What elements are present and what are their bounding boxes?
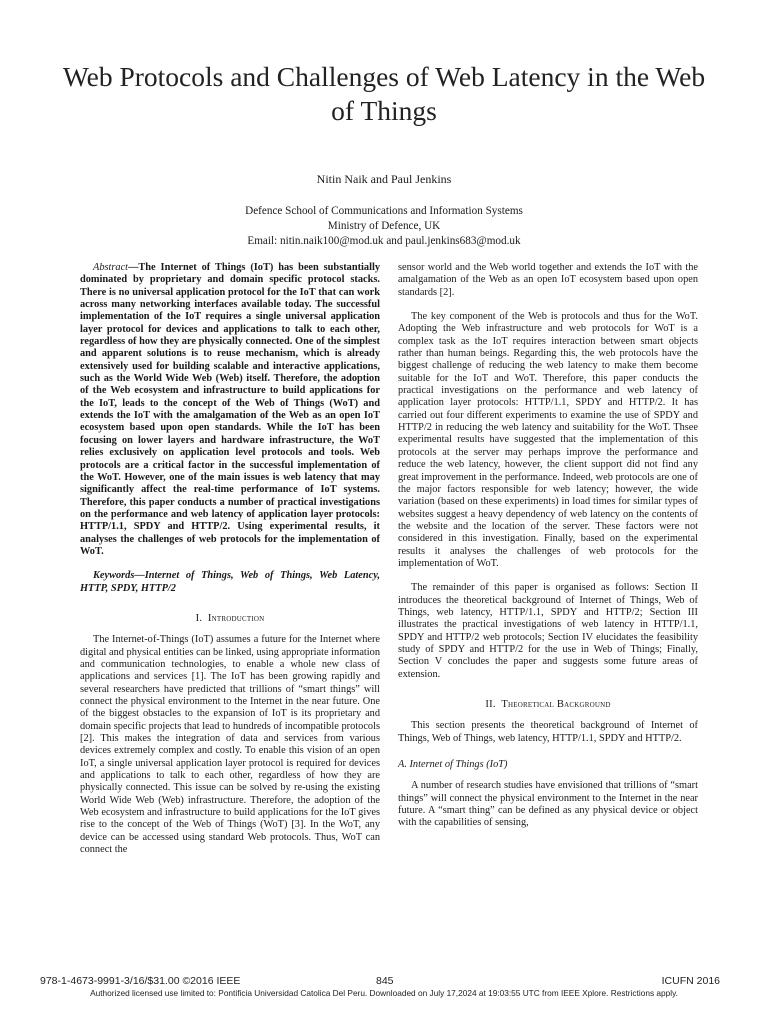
conference-name: ICUFN 2016 [661, 975, 720, 987]
left-column [80, 262, 380, 856]
section-number: I. [195, 612, 203, 624]
page-number: 845 [376, 975, 394, 987]
keywords [80, 570, 380, 595]
abstract-text: —The Internet of Things (IoT) has been substantially dominated by proprietary and domain specific protocol stacks. There is no universal application protocol for the IoT that can work across many networking interfaces available today. The successful implementation of the IoT requires a single universal application layer protocol for devices and applications to talk to each other, regardless of how they are physically connected. One of the simplest and apparent solutions is to reuse mechanism, which is already extensively used for building scalable and interactive applications, such as the World Wide Web (Web) itself. Therefore, the adoption of the Web ecosystem and infrastructure to build applications for the IoT, leads to the concept of the Web of Things (WoT) and extends the IoT with the amalgamation of the Web as an open IoT ecosystem based upon open standards. While the IoT has been focusing on lower layers and hardware infrastructure, the WoT relies exclusively on application level protocols and tools. Web protocols are a critical factor in the successful implementation of the WoT. However, one of the main issues is web latency that may significantly affect the real-time performance of IoT systems. Therefore, this paper conducts a number of practical investigations on the performance and web latency of application layer protocols: HTTP/1.1, SPDY and HTTP/2. Using experimental results, it analyses the challenges of web protocols for the implementation of WoT. [80, 262, 380, 557]
affiliation [0, 204, 768, 249]
affiliation-email: Email: nitin.naik100@mod.uk and paul.jenkins683@mod.uk [247, 235, 521, 247]
affiliation-school: Defence School of Communications and Information Systems [245, 205, 523, 217]
paper-title: Web Protocols and Challenges of Web Latency in the Web of Things [62, 61, 706, 126]
body-paragraph: A number of research studies have envisioned that trillions of “smart things” will connect the physical environment to the Internet in the near future. A “smart thing” can be defined as any physical device or object with the capabilities of sensing, [398, 780, 698, 829]
right-column [398, 262, 698, 830]
keywords-text: —Internet of Things, Web of Things, Web Latency, HTTP, SPDY, HTTP/2 [80, 570, 380, 594]
body-paragraph: sensor world and the Web world together and extends the IoT with the amalgamation of the Web as an open IoT ecosystem based upon open standards [2]. [398, 262, 698, 298]
section-heading-background [398, 699, 698, 711]
section-title: Theoretical Background [501, 699, 611, 710]
section-number: II. [485, 699, 496, 710]
keywords-lead: Keywords [93, 570, 135, 582]
abstract [80, 262, 380, 558]
abstract-lead: Abstract [93, 262, 129, 273]
license-notice: Authorized licensed use limited to: Pontificia Universidad Catolica Del Peru. Downloaded on July 17,2024 at 19:03:55 UTC from IEEE Xplore. Restrictions apply. [90, 988, 678, 998]
isbn-copyright: 978-1-4673-9991-3/16/$31.00 ©2016 IEEE [40, 975, 241, 987]
intro-paragraph: The Internet-of-Things (IoT) assumes a future for the Internet where digital and physical entities can be linked, using appropriate information and communication technologies, to enable a whole new class of applications and services [1]. The IoT has been growing rapidly and several researchers have predicted that trillions of “smart things” will connect the physical environment to the Internet in the near future. One of the biggest obstacles to the expansion of IoT is its proprietary and domain specific projects that lead to hundreds of incompatible protocols [2]. This makes the integration of data and services from various devices extremely complex and costly. To enable this vision of an open IoT, a single universal application layer protocol is required for devices and applications to talk to each other, regardless of how they are physically connected. This issue can be solved by re-using the existing World Wide Web (Web) infrastructure. Therefore, the adoption of the Web ecosystem and infrastructure to build applications for the IoT gives rise to the concept of the Web of Things (WoT) [3]. In the WoT, any device can be accessed using standard Web protocols. Thus, WoT can connect the [80, 634, 380, 856]
section-title: Introduction [207, 612, 265, 624]
body-paragraph: The key component of the Web is protocols and thus for the WoT. Adopting the Web infrastructure and web protocols for WoT is a complex task as the IoT requires interaction between smart objects rather than human beings. Regarding this, the web protocols have the biggest challenge of reducing the web latency to make them become suitable for the IoT and WoT. Therefore, this paper conducts the practical investigations on the performance and web latency of application layer protocols: HTTP/1.1, SPDY and HTTP/2. It has carried out four different experiments to examine the use of SPDY and HTTP/2 in reducing the web latency and suitability for the WoT. Thsee experimental results have suggested that the implementation of this protocols at the server may perhaps improve the performance and reduce the web latency, however, the client support did not find any great improvement in the performance. Indeed, web protocols are one of the major factors responsible for web latency; however, the wide variation (based on these experiments) in load times for similar types of websites suggest a heavy dependency of web latency on the contents of the website and the location of the server. These factors were not considered in this investigation. Finally, based on the experimental results it analyses the challenges of web protocols for the implementation of WoT. [398, 311, 698, 569]
body-paragraph: The remainder of this paper is organised as follows: Section II introduces the theoretical background of Internet of Things, Web of Things, web latency, HTTP/1.1, SPDY and HTTP/2; Section III illustrates the practical investigations of web latency in HTTP/1.1, SPDY and HTTP/2 web protocols; Section IV elucidates the feasibility study of SPDY and HTTP/2 for the use in Web of Things; Finally, Section V concludes the paper and suggests some future areas of extension. [398, 582, 698, 680]
section-heading-introduction [80, 613, 380, 625]
authors: Nitin Naik and Paul Jenkins [316, 172, 452, 186]
affiliation-ministry: Ministry of Defence, UK [327, 220, 441, 232]
body-paragraph: This section presents the theoretical background of Internet of Things, Web of Things, web latency, HTTP/1.1, SPDY and HTTP/2. [398, 720, 698, 744]
subsection-heading: A. Internet of Things (IoT) [398, 759, 508, 771]
